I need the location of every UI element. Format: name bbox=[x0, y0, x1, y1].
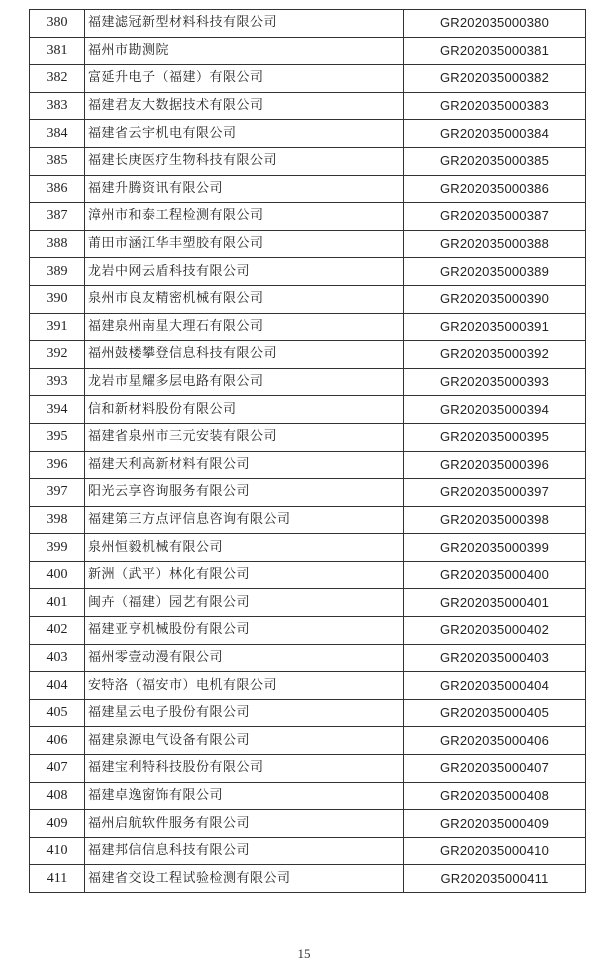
company-name-cell: 闽卉（福建）园艺有限公司 bbox=[85, 589, 404, 617]
certificate-code-cell: GR202035000406 bbox=[404, 727, 586, 755]
row-number-cell: 407 bbox=[30, 755, 85, 783]
company-name-cell: 安特洛（福安市）电机有限公司 bbox=[85, 672, 404, 700]
row-number-cell: 400 bbox=[30, 561, 85, 589]
table-row bbox=[30, 506, 586, 534]
row-number-cell: 411 bbox=[30, 865, 85, 893]
certificate-code-cell: GR202035000384 bbox=[404, 120, 586, 148]
company-name-cell: 龙岩中网云盾科技有限公司 bbox=[85, 258, 404, 286]
certificate-code-cell: GR202035000388 bbox=[404, 230, 586, 258]
certificate-code-cell: GR202035000392 bbox=[404, 341, 586, 369]
table-row bbox=[30, 755, 586, 783]
certificate-code-cell: GR202035000386 bbox=[404, 175, 586, 203]
row-number-cell: 387 bbox=[30, 203, 85, 231]
company-name-cell: 富延升电子（福建）有限公司 bbox=[85, 65, 404, 93]
table-row bbox=[30, 810, 586, 838]
row-number-cell: 399 bbox=[30, 534, 85, 562]
row-number-cell: 391 bbox=[30, 313, 85, 341]
row-number-cell: 396 bbox=[30, 451, 85, 479]
company-name-cell: 福建省交设工程试验检测有限公司 bbox=[85, 865, 404, 893]
row-number-cell: 395 bbox=[30, 423, 85, 451]
table-row bbox=[30, 285, 586, 313]
certificate-table bbox=[29, 9, 586, 893]
table-row bbox=[30, 203, 586, 231]
row-number-cell: 404 bbox=[30, 672, 85, 700]
certificate-code-cell: GR202035000397 bbox=[404, 479, 586, 507]
company-name-cell: 泉州恒毅机械有限公司 bbox=[85, 534, 404, 562]
row-number-cell: 380 bbox=[30, 10, 85, 38]
company-name-cell: 福建省云宇机电有限公司 bbox=[85, 120, 404, 148]
company-name-cell: 阳光云享咨询服务有限公司 bbox=[85, 479, 404, 507]
table-row bbox=[30, 65, 586, 93]
row-number-cell: 389 bbox=[30, 258, 85, 286]
table-row bbox=[30, 589, 586, 617]
certificate-code-cell: GR202035000405 bbox=[404, 699, 586, 727]
certificate-table-container bbox=[29, 9, 580, 893]
certificate-code-cell: GR202035000385 bbox=[404, 147, 586, 175]
table-row bbox=[30, 147, 586, 175]
certificate-code-cell: GR202035000387 bbox=[404, 203, 586, 231]
row-number-cell: 393 bbox=[30, 368, 85, 396]
company-name-cell: 福建省泉州市三元安装有限公司 bbox=[85, 423, 404, 451]
table-row bbox=[30, 561, 586, 589]
company-name-cell: 福建星云电子股份有限公司 bbox=[85, 699, 404, 727]
company-name-cell: 漳州市和泰工程检测有限公司 bbox=[85, 203, 404, 231]
table-row bbox=[30, 10, 586, 38]
certificate-code-cell: GR202035000408 bbox=[404, 782, 586, 810]
page-number: 15 bbox=[297, 946, 311, 961]
certificate-code-cell: GR202035000411 bbox=[404, 865, 586, 893]
certificate-code-cell: GR202035000393 bbox=[404, 368, 586, 396]
company-name-cell: 福建卓逸窗饰有限公司 bbox=[85, 782, 404, 810]
company-name-cell: 福建宝利特科技股份有限公司 bbox=[85, 755, 404, 783]
table-row bbox=[30, 617, 586, 645]
row-number-cell: 405 bbox=[30, 699, 85, 727]
table-row bbox=[30, 37, 586, 65]
table-row bbox=[30, 120, 586, 148]
company-name-cell: 福建滤冠新型材料科技有限公司 bbox=[85, 10, 404, 38]
table-row bbox=[30, 782, 586, 810]
table-row bbox=[30, 175, 586, 203]
row-number-cell: 388 bbox=[30, 230, 85, 258]
certificate-code-cell: GR202035000383 bbox=[404, 92, 586, 120]
company-name-cell: 福州启航软件服务有限公司 bbox=[85, 810, 404, 838]
table-row bbox=[30, 451, 586, 479]
company-name-cell: 福建亚亨机械股份有限公司 bbox=[85, 617, 404, 645]
certificate-code-cell: GR202035000382 bbox=[404, 65, 586, 93]
row-number-cell: 390 bbox=[30, 285, 85, 313]
certificate-code-cell: GR202035000391 bbox=[404, 313, 586, 341]
row-number-cell: 410 bbox=[30, 837, 85, 865]
certificate-code-cell: GR202035000404 bbox=[404, 672, 586, 700]
row-number-cell: 397 bbox=[30, 479, 85, 507]
company-name-cell: 福州鼓楼攀登信息科技有限公司 bbox=[85, 341, 404, 369]
company-name-cell: 福建升腾资讯有限公司 bbox=[85, 175, 404, 203]
certificate-code-cell: GR202035000399 bbox=[404, 534, 586, 562]
row-number-cell: 394 bbox=[30, 396, 85, 424]
table-row bbox=[30, 644, 586, 672]
company-name-cell: 福建天利高新材料有限公司 bbox=[85, 451, 404, 479]
company-name-cell: 福建君友大数据技术有限公司 bbox=[85, 92, 404, 120]
certificate-code-cell: GR202035000394 bbox=[404, 396, 586, 424]
company-name-cell: 新洲（武平）林化有限公司 bbox=[85, 561, 404, 589]
certificate-code-cell: GR202035000403 bbox=[404, 644, 586, 672]
table-row bbox=[30, 258, 586, 286]
row-number-cell: 383 bbox=[30, 92, 85, 120]
certificate-code-cell: GR202035000389 bbox=[404, 258, 586, 286]
company-name-cell: 泉州市良友精密机械有限公司 bbox=[85, 285, 404, 313]
company-name-cell: 福建邦信信息科技有限公司 bbox=[85, 837, 404, 865]
company-name-cell: 福州市勘测院 bbox=[85, 37, 404, 65]
table-row bbox=[30, 534, 586, 562]
row-number-cell: 402 bbox=[30, 617, 85, 645]
certificate-table-body bbox=[30, 10, 586, 893]
company-name-cell: 信和新材料股份有限公司 bbox=[85, 396, 404, 424]
table-row bbox=[30, 699, 586, 727]
table-row bbox=[30, 865, 586, 893]
certificate-code-cell: GR202035000380 bbox=[404, 10, 586, 38]
company-name-cell: 福州零壹动漫有限公司 bbox=[85, 644, 404, 672]
certificate-code-cell: GR202035000409 bbox=[404, 810, 586, 838]
certificate-code-cell: GR202035000390 bbox=[404, 285, 586, 313]
certificate-code-cell: GR202035000381 bbox=[404, 37, 586, 65]
certificate-code-cell: GR202035000396 bbox=[404, 451, 586, 479]
company-name-cell: 福建长庚医疗生物科技有限公司 bbox=[85, 147, 404, 175]
table-row bbox=[30, 837, 586, 865]
row-number-cell: 406 bbox=[30, 727, 85, 755]
certificate-code-cell: GR202035000398 bbox=[404, 506, 586, 534]
table-row bbox=[30, 313, 586, 341]
row-number-cell: 382 bbox=[30, 65, 85, 93]
table-row bbox=[30, 341, 586, 369]
company-name-cell: 龙岩市星耀多层电路有限公司 bbox=[85, 368, 404, 396]
row-number-cell: 408 bbox=[30, 782, 85, 810]
row-number-cell: 381 bbox=[30, 37, 85, 65]
row-number-cell: 384 bbox=[30, 120, 85, 148]
table-row bbox=[30, 423, 586, 451]
certificate-code-cell: GR202035000402 bbox=[404, 617, 586, 645]
certificate-code-cell: GR202035000395 bbox=[404, 423, 586, 451]
row-number-cell: 401 bbox=[30, 589, 85, 617]
table-row bbox=[30, 92, 586, 120]
row-number-cell: 403 bbox=[30, 644, 85, 672]
row-number-cell: 385 bbox=[30, 147, 85, 175]
table-row bbox=[30, 479, 586, 507]
table-row bbox=[30, 396, 586, 424]
company-name-cell: 福建泉源电气设备有限公司 bbox=[85, 727, 404, 755]
company-name-cell: 莆田市涵江华丰塑胶有限公司 bbox=[85, 230, 404, 258]
row-number-cell: 392 bbox=[30, 341, 85, 369]
table-row bbox=[30, 727, 586, 755]
table-row bbox=[30, 672, 586, 700]
table-row bbox=[30, 368, 586, 396]
certificate-code-cell: GR202035000410 bbox=[404, 837, 586, 865]
certificate-code-cell: GR202035000407 bbox=[404, 755, 586, 783]
row-number-cell: 386 bbox=[30, 175, 85, 203]
company-name-cell: 福建泉州南星大理石有限公司 bbox=[85, 313, 404, 341]
row-number-cell: 398 bbox=[30, 506, 85, 534]
table-row bbox=[30, 230, 586, 258]
certificate-code-cell: GR202035000400 bbox=[404, 561, 586, 589]
certificate-code-cell: GR202035000401 bbox=[404, 589, 586, 617]
row-number-cell: 409 bbox=[30, 810, 85, 838]
company-name-cell: 福建第三方点评信息咨询有限公司 bbox=[85, 506, 404, 534]
